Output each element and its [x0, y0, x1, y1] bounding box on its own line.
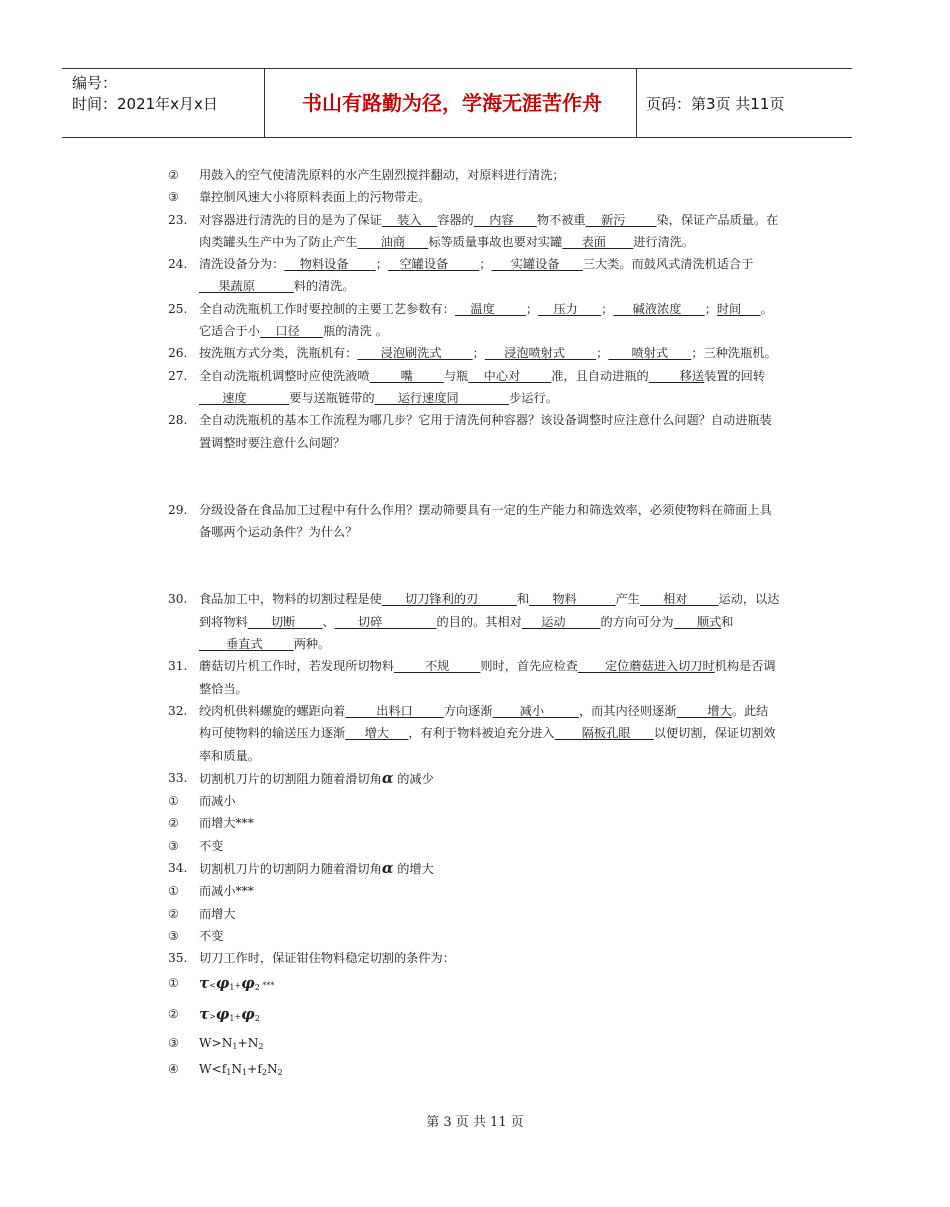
- question-27: [168, 365, 780, 410]
- question-text: 装置的回转: [704, 368, 766, 383]
- answer-blank: 出料口: [345, 703, 444, 718]
- question-text: 染，保证产品质量。在肉类罐头生产中为了防止产生: [199, 212, 779, 249]
- answer-blank: 表面: [562, 234, 634, 249]
- formula-text: N: [266, 1061, 278, 1076]
- question-text: 则时，首先应检查: [480, 659, 578, 674]
- question-text: ；: [375, 257, 388, 272]
- question-text: 方向逐渐: [443, 703, 493, 718]
- option-row: [168, 164, 780, 186]
- subscript: 2: [277, 1067, 283, 1077]
- question-text: 容器的: [437, 212, 474, 227]
- question-33: [168, 767, 780, 790]
- option-number: ②: [168, 816, 179, 831]
- question-number: 28.: [168, 413, 188, 428]
- question-30: [168, 588, 780, 655]
- question-text: 的目的。其相对: [436, 614, 522, 629]
- question-text: 全自动洗瓶机的基本工作流程为哪几步？它用于清洗何种容器？该设备调整时应注意什么问题？自动进瓶装置调整时要注意什么问题？: [199, 413, 772, 450]
- formula-text: +N: [237, 1035, 259, 1050]
- question-35: [168, 947, 780, 969]
- option-number: ②: [168, 168, 179, 182]
- option-number: ②: [168, 906, 179, 921]
- answer-blank: 油商: [357, 234, 429, 249]
- question-number: 33.: [168, 770, 188, 785]
- question-text: 。此结构可使物料的输送压力逐渐: [199, 703, 769, 741]
- question-text: 和: [721, 614, 734, 629]
- answer-blank: 运行速度同: [374, 390, 510, 405]
- question-26: [168, 342, 780, 364]
- subscript: 2: [254, 982, 260, 992]
- answer-blank: 垂直式: [199, 637, 294, 652]
- formula-text: N: [231, 1061, 243, 1076]
- answer-blank: 减小: [492, 703, 579, 718]
- answer-blank: 速度: [199, 390, 290, 405]
- answer-blank: 内容: [473, 212, 537, 227]
- question-34: [168, 857, 780, 880]
- question-number: 34.: [168, 861, 188, 876]
- option-row: [168, 1058, 780, 1084]
- question-text: 准，且自动进瓶的: [551, 368, 649, 383]
- question-text: 切割机刀片的切割阴力随着滑切角: [199, 862, 382, 877]
- answer-mark: ***: [259, 980, 275, 990]
- header-page-label: 页码：第3页 共11页: [646, 95, 785, 113]
- question-text: 绞肉机供料螺旋的螺距向着: [199, 703, 346, 718]
- question-24: [168, 253, 780, 298]
- question-text: 步运行。: [509, 390, 558, 405]
- option-number: ④: [168, 1061, 179, 1076]
- question-number: 31.: [168, 659, 188, 674]
- question-text: 清洗设备分为：: [199, 257, 285, 272]
- answer-space: [168, 543, 780, 588]
- option-number: ①: [168, 794, 179, 809]
- tau-symbol: τ: [199, 1004, 210, 1023]
- question-text: 以便切割，保证切割效率和质量。: [199, 726, 776, 763]
- subscript: 1: [232, 1041, 238, 1051]
- option-text: 而增大: [199, 906, 236, 921]
- question-text: ；: [525, 301, 538, 316]
- question-text: ，有利于物料被迫充分进入: [408, 726, 555, 741]
- answer-blank: 嘴: [369, 368, 444, 383]
- subscript: 2: [258, 1041, 264, 1051]
- question-text: 与瓶: [443, 368, 469, 383]
- question-text: 和: [516, 592, 530, 607]
- option-row: [168, 1032, 780, 1058]
- option-text: 而减小: [199, 794, 236, 809]
- formula-text: W<f: [199, 1061, 227, 1076]
- answer-blank: 不规: [394, 659, 481, 674]
- question-text: 切刀工作时，保证钳住物料稳定切割的条件为：: [199, 951, 455, 966]
- time-label: 时间：2021年x月x日: [72, 95, 218, 113]
- formula-text: +f: [247, 1061, 262, 1076]
- header-divider: [264, 69, 265, 137]
- question-number: 29.: [168, 502, 188, 517]
- answer-blank: 果蔬原: [199, 279, 294, 294]
- option-number: ③: [168, 928, 179, 943]
- phi-symbol: φ: [215, 1004, 230, 1023]
- option-row: [168, 925, 780, 947]
- question-list: [168, 164, 780, 1084]
- answer-blank: 实罐设备: [491, 257, 583, 272]
- question-number: 27.: [168, 368, 188, 383]
- alpha-symbol: α: [381, 768, 394, 787]
- option-row: [168, 1001, 780, 1032]
- option-row: [168, 970, 780, 1001]
- question-number: 23.: [168, 212, 188, 227]
- answer-blank: 顺式: [673, 614, 722, 629]
- option-row: [168, 186, 780, 208]
- question-text: 机构是否调整恰当。: [199, 659, 776, 696]
- answer-blank: 口径: [259, 324, 324, 339]
- option-row: [168, 903, 780, 925]
- alpha-symbol: α: [381, 859, 394, 878]
- question-text: ；: [704, 301, 717, 316]
- subscript: 1: [226, 1067, 232, 1077]
- question-text: 全自动洗瓶机工作时要控制的主要工艺参数有：: [199, 301, 455, 316]
- question-text: ；三种洗瓶机。: [691, 346, 777, 361]
- question-number: 30.: [168, 592, 188, 607]
- question-text: ，而其内径则逐渐: [578, 703, 677, 718]
- option-row: [168, 790, 780, 812]
- header-motto: 书山有路勤为径，学海无涯苦作舟: [302, 91, 602, 115]
- answer-blank: 运动: [521, 614, 601, 629]
- question-text: 三大类。而鼓风式清洗机适合于: [582, 257, 754, 272]
- answer-blank: 移送: [648, 368, 705, 383]
- question-text: 食品加工中，物料的切割过程是使: [199, 592, 382, 607]
- subscript: 2: [261, 1067, 267, 1077]
- question-text: 料的清洗。: [293, 279, 355, 294]
- page-footer: 第 3 页 共 11 页: [426, 1115, 524, 1130]
- answer-blank: 切断: [247, 614, 323, 629]
- subscript: 2: [254, 1013, 260, 1023]
- question-text: 分级设备在食品加工过程中有什么作用？摆动筛要具有一定的生产能力和筛选效率，必须使物料在筛面上具备哪两个运动条件？为什么？: [199, 502, 772, 540]
- option-text: 不变: [199, 838, 224, 853]
- answer-blank: 喷射式: [608, 346, 692, 361]
- option-number: ③: [168, 1035, 179, 1050]
- question-23: [168, 209, 780, 254]
- phi-symbol: φ: [241, 973, 255, 992]
- question-number: 26.: [168, 346, 188, 361]
- question-text: 进行清洗。: [633, 234, 695, 249]
- question-text: 的增大: [393, 862, 434, 877]
- subscript: 1: [242, 1067, 248, 1077]
- answer-blank: 切刀锋利的刃: [381, 592, 517, 607]
- answer-blank: 相对: [639, 592, 719, 607]
- answer-blank: 温度: [454, 301, 526, 316]
- phi-symbol: φ: [215, 973, 230, 992]
- answer-blank: 物料: [529, 592, 616, 607]
- header-meta: [72, 73, 218, 115]
- question-text: 产生: [615, 592, 640, 607]
- answer-blank: 定位蘑菇进入切刀时: [577, 659, 715, 674]
- question-text: 运动，以达到将物料: [199, 592, 780, 629]
- answer-blank: 压力: [538, 301, 602, 316]
- option-number: ①: [168, 884, 179, 899]
- answer-blank: 隔板孔眼: [554, 726, 654, 741]
- answer-blank: 浸泡喷射式: [484, 346, 597, 361]
- less-than-sign: <: [209, 980, 216, 990]
- question-31: [168, 655, 780, 700]
- question-text: 两种。: [293, 637, 331, 652]
- code-label: 编号：: [72, 74, 118, 92]
- tau-symbol: τ: [199, 973, 210, 992]
- question-28: [168, 409, 780, 454]
- question-text: 全自动洗瓶机调整时应使洗液喷: [199, 368, 370, 383]
- answer-blank: 中心对: [468, 368, 552, 383]
- phi-symbol: φ: [241, 1004, 255, 1023]
- option-text: 而减小***: [199, 884, 254, 899]
- option-text: 而增大***: [199, 816, 254, 831]
- answer-blank: 时间: [716, 301, 761, 316]
- formula-text: W>N: [199, 1035, 233, 1050]
- option-row: [168, 835, 780, 857]
- question-text: 物不被重: [536, 212, 586, 227]
- question-text: 切割机刀片的切割阻力随着滑切角: [199, 771, 382, 786]
- question-number: 32.: [168, 703, 188, 718]
- answer-blank: 空罐设备: [387, 257, 480, 272]
- option-number: ②: [168, 1006, 179, 1021]
- question-25: [168, 298, 780, 343]
- question-text: 按洗瓶方式分类，洗瓶机有：: [199, 346, 358, 361]
- answer-blank: 切碎: [334, 614, 437, 629]
- page-header: [62, 68, 852, 138]
- subscript: 1: [229, 1013, 235, 1023]
- answer-blank: 装入: [381, 212, 438, 227]
- question-text: 要与送瓶链带的: [289, 390, 375, 405]
- plus-sign: +: [234, 1011, 242, 1021]
- question-text: ；: [472, 346, 485, 361]
- question-text: 。它适合于小: [199, 301, 773, 339]
- question-32: [168, 700, 780, 767]
- option-text: 用鼓入的空气使清洗原料的水产生剧烈搅拌翻动，对原料进行清洗；: [199, 168, 565, 182]
- answer-blank: 增大: [345, 726, 409, 741]
- answer-blank: 浸泡刷洗式: [357, 346, 473, 361]
- plus-sign: +: [234, 980, 242, 990]
- answer-blank: 增大: [676, 703, 732, 718]
- question-text: ；: [596, 346, 609, 361]
- option-text: 不变: [199, 928, 224, 943]
- question-text: 蘑菇切片机工作时，若发现所切物料: [199, 659, 394, 674]
- option-row: [168, 880, 780, 902]
- greater-than-sign: >: [209, 1011, 216, 1021]
- option-number: ③: [168, 190, 179, 205]
- option-row: [168, 812, 780, 834]
- question-text: 标等质量事故也要对实罐: [428, 234, 563, 249]
- answer-blank: 新污: [585, 212, 657, 227]
- question-text: 、: [322, 614, 335, 629]
- question-text: 对容器进行清洗的目的是为了保证: [199, 212, 382, 227]
- question-29: [168, 499, 780, 544]
- question-number: 25.: [168, 301, 188, 316]
- question-text: 的方向可分为: [600, 614, 674, 629]
- option-number: ①: [168, 975, 179, 990]
- question-text: 的减少: [393, 771, 434, 786]
- answer-blank: 物料设备: [284, 257, 376, 272]
- answer-blank: 碱液浓度: [613, 301, 705, 316]
- option-text: 靠控制风速大小将原料表面上的污物带走。: [199, 190, 431, 205]
- question-number: 35.: [168, 951, 188, 966]
- option-number: ③: [168, 838, 179, 853]
- question-text: 瓶的清洗 。: [323, 324, 388, 339]
- question-text: ；: [601, 301, 614, 316]
- question-number: 24.: [168, 257, 188, 272]
- answer-space: [168, 454, 780, 499]
- question-text: ；: [479, 257, 492, 272]
- subscript: 1: [229, 982, 235, 992]
